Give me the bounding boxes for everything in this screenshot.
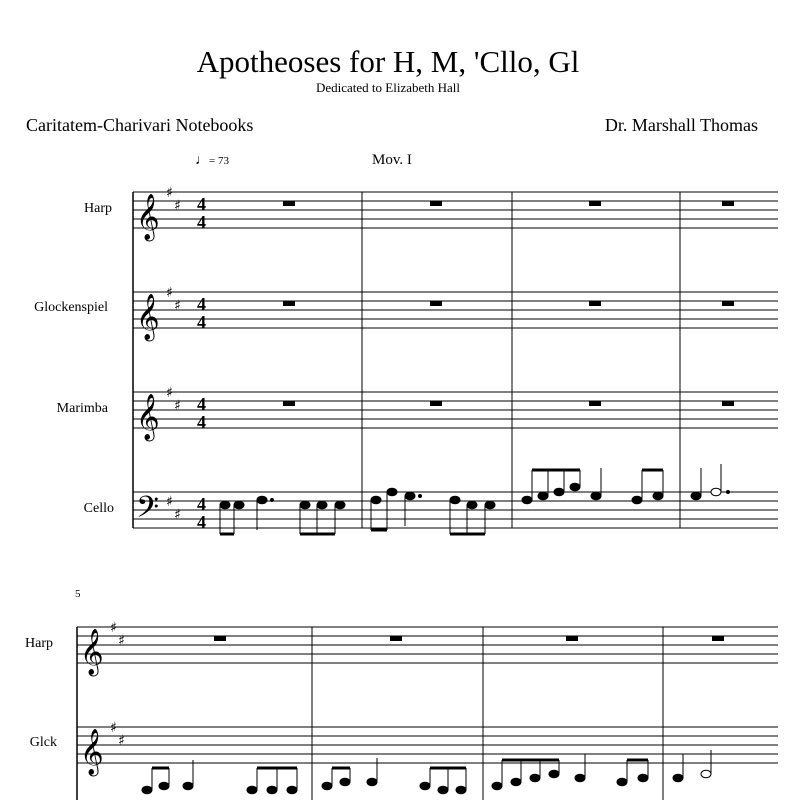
svg-text:4: 4 <box>197 194 206 214</box>
svg-text:♯: ♯ <box>174 298 181 314</box>
svg-text:4: 4 <box>197 312 206 332</box>
staff-harp <box>133 192 778 228</box>
svg-text:4: 4 <box>197 394 206 414</box>
svg-text:♯: ♯ <box>118 733 125 749</box>
measure-number: 5 <box>75 588 81 600</box>
svg-text:♯: ♯ <box>110 620 117 636</box>
svg-text:♯: ♯ <box>174 398 181 414</box>
tempo-value: = 73 <box>209 155 229 167</box>
svg-text:♯: ♯ <box>166 185 173 201</box>
svg-text:♯: ♯ <box>166 385 173 401</box>
whole-rests <box>214 201 734 641</box>
instrument-label-glockenspiel: Glockenspiel <box>34 300 108 315</box>
svg-text:4: 4 <box>197 412 206 432</box>
svg-text:4: 4 <box>197 494 206 514</box>
treble-clef-icon: 𝄞 <box>80 729 104 775</box>
score-title: Apotheoses for H, M, 'Cllo, Gl <box>196 44 580 79</box>
instrument-label-marimba: Marimba <box>56 401 108 416</box>
svg-text:♯: ♯ <box>166 494 173 510</box>
cello-notes <box>220 464 730 534</box>
svg-text:4: 4 <box>197 512 206 532</box>
bass-clef-icon: 𝄢 <box>136 491 160 532</box>
treble-clef-icon: 𝄞 <box>80 629 104 675</box>
staff-marimba <box>133 392 778 428</box>
score-dedication: Dedicated to Elizabeth Hall <box>315 80 461 95</box>
instrument-label-cello: Cello <box>83 501 114 516</box>
quarter-note-icon: ♩ <box>195 153 209 168</box>
staff-glck-2 <box>77 727 778 763</box>
staff-harp-2 <box>77 627 778 663</box>
composer-name: Dr. Marshall Thomas <box>604 115 758 135</box>
treble-clef-icon: 𝄞 <box>136 194 160 240</box>
instrument-label-harp-2: Harp <box>25 636 53 651</box>
svg-text:♯: ♯ <box>166 285 173 301</box>
svg-text:♯: ♯ <box>118 633 125 649</box>
movement-label: Mov. I <box>372 152 412 168</box>
treble-clef-icon: 𝄞 <box>136 394 160 440</box>
svg-text:♯: ♯ <box>174 507 181 523</box>
treble-clef-icon: 𝄞 <box>136 294 160 340</box>
svg-text:♯: ♯ <box>174 198 181 214</box>
instrument-label-glck: Glck <box>29 735 57 750</box>
instrument-label-harp: Harp <box>84 201 112 216</box>
key-signature-sharps <box>110 185 181 749</box>
time-signature <box>197 194 206 532</box>
staff-glockenspiel <box>133 292 778 328</box>
series-name: Caritatem-Charivari Notebooks <box>26 115 254 135</box>
svg-text:4: 4 <box>197 294 206 314</box>
glockenspiel-notes <box>142 750 711 794</box>
svg-text:4: 4 <box>197 212 206 232</box>
svg-text:♯: ♯ <box>110 720 117 736</box>
